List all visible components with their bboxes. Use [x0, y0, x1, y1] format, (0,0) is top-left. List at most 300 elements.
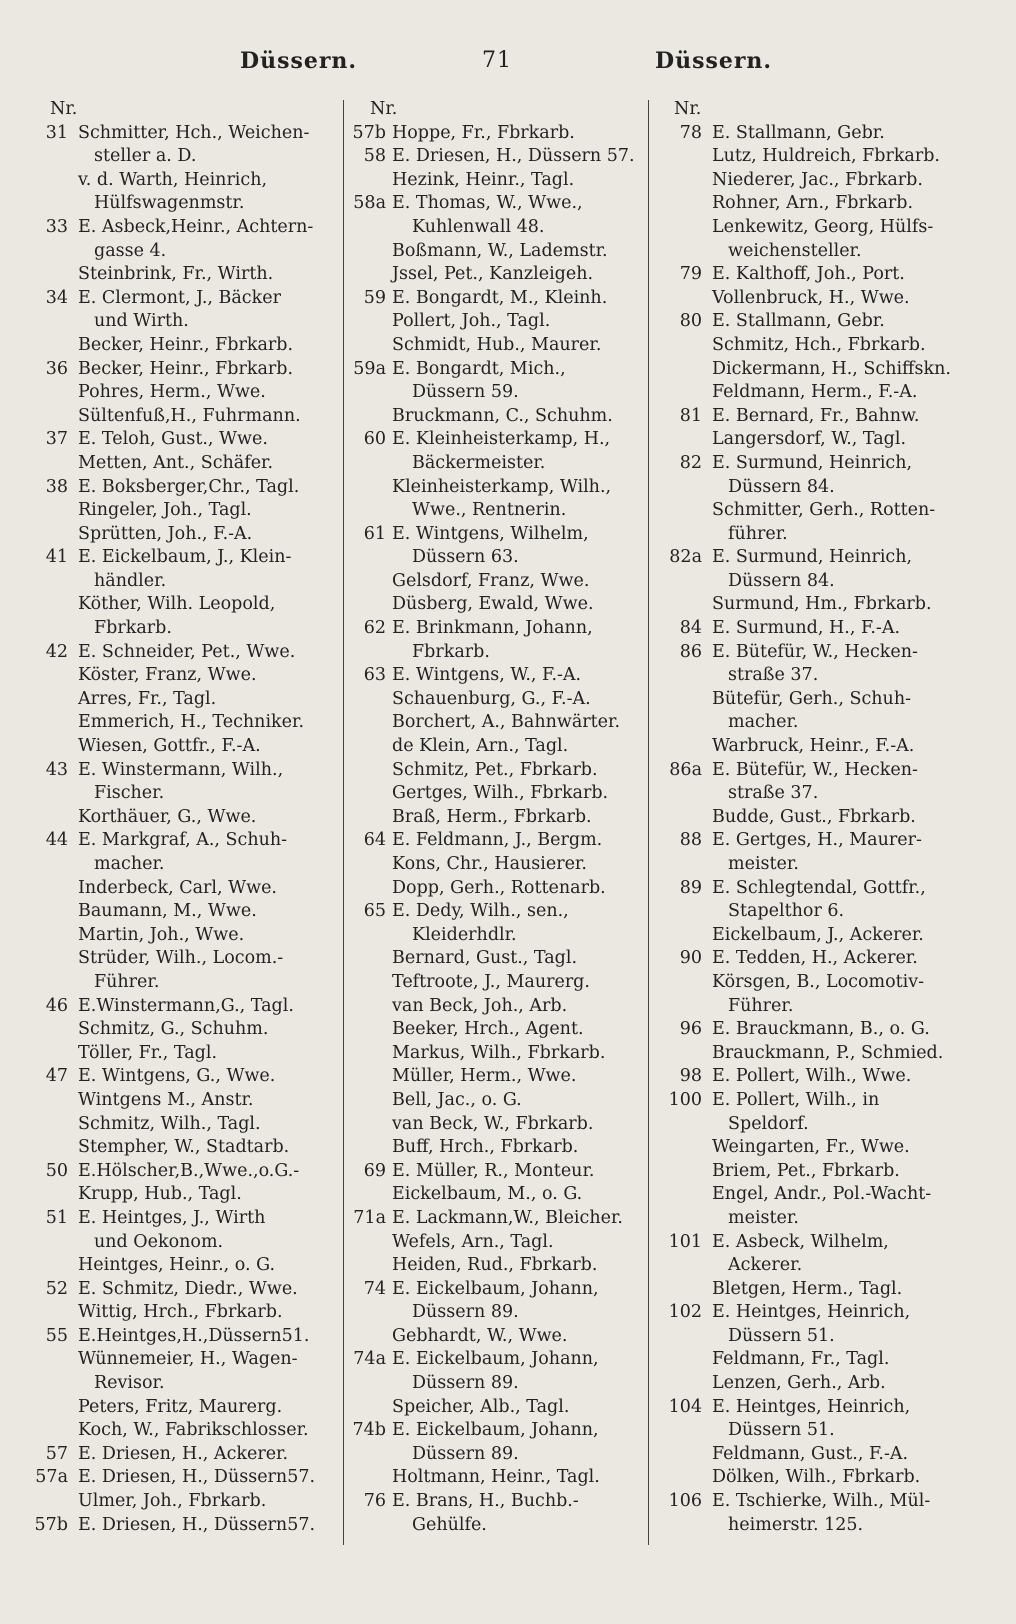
- entry-text: und Oekonom.: [94, 1231, 224, 1252]
- directory-entry: [656, 853, 956, 877]
- directory-entry: [656, 476, 956, 500]
- entry-text: E. Wintgens, W., F.-A.: [392, 665, 582, 686]
- directory-entry: [352, 1443, 652, 1467]
- directory-entry: [32, 1160, 332, 1184]
- house-number: 84: [679, 618, 702, 639]
- directory-entry: [32, 499, 332, 523]
- house-number: 80: [679, 311, 702, 332]
- directory-entry: [32, 759, 332, 783]
- house-number: 34: [45, 287, 68, 308]
- directory-entry: [352, 711, 652, 735]
- entry-text: Briem, Pet., Fbrkarb.: [712, 1160, 900, 1181]
- entry-text: Stapelthor 6.: [728, 901, 845, 922]
- directory-entry: [32, 192, 332, 216]
- entry-text: und Wirth.: [94, 311, 189, 332]
- entry-text: Schmitz, G., Schuhm.: [78, 1019, 269, 1040]
- entry-text: Düssern 63.: [412, 547, 519, 568]
- entry-text: Wiesen, Gottfr., F.-A.: [78, 736, 261, 757]
- directory-entry: [352, 476, 652, 500]
- house-number: 52: [45, 1278, 68, 1299]
- entry-text: E. Eickelbaum, J., Klein-: [78, 547, 292, 568]
- entry-text: Düssern 89.: [412, 1302, 519, 1323]
- directory-entry: [352, 782, 652, 806]
- directory-entry: [32, 971, 332, 995]
- directory-entry: [656, 1325, 956, 1349]
- entry-text: Krupp, Hub., Tagl.: [78, 1184, 242, 1205]
- entry-text: E. Asbeck,Heinr., Achtern-: [78, 216, 314, 237]
- directory-entry: [656, 711, 956, 735]
- entry-text: Köster, Franz, Wwe.: [78, 665, 257, 686]
- entry-text: Boßmann, W., Lademstr.: [392, 240, 608, 261]
- entry-text: de Klein, Arn., Tagl.: [392, 736, 569, 757]
- entry-text: Bell, Jac., o. G.: [392, 1089, 522, 1110]
- entry-text: Wittig, Hrch., Fbrkarb.: [78, 1302, 283, 1323]
- entry-text: Inderbeck, Carl, Wwe.: [78, 877, 277, 898]
- directory-entry: [352, 1254, 652, 1278]
- entry-text: E. Kleinheisterkamp, H.,: [392, 429, 611, 450]
- entry-text: Teftroote, J., Maurerg.: [392, 971, 590, 992]
- entry-text: Buff, Hrch., Fbrkarb.: [392, 1137, 579, 1158]
- entry-text: Düssern 51.: [728, 1420, 835, 1441]
- directory-entry: [352, 263, 652, 287]
- directory-entry: [32, 1396, 332, 1420]
- directory-entry: [656, 192, 956, 216]
- entry-text: Führer.: [728, 995, 794, 1016]
- entry-text: Korthäuer, G., Wwe.: [78, 806, 257, 827]
- directory-entry: [32, 381, 332, 405]
- directory-entry: [32, 782, 332, 806]
- directory-entry: [656, 1231, 956, 1255]
- directory-entry: [32, 711, 332, 735]
- entry-text: Wefels, Arn., Tagl.: [392, 1231, 554, 1252]
- directory-entry: [352, 1514, 652, 1538]
- directory-entry: [32, 806, 332, 830]
- directory-entry: [352, 1396, 652, 1420]
- house-number: 58a: [353, 193, 386, 214]
- entry-text: Lutz, Huldreich, Fbrkarb.: [712, 146, 940, 167]
- house-number: 60: [363, 429, 386, 450]
- entry-text: E. Lackmann,W., Bleicher.: [392, 1207, 623, 1228]
- entry-text: Becker, Heinr., Fbrkarb.: [78, 334, 294, 355]
- directory-entry: [352, 664, 652, 688]
- directory-entry: [352, 995, 652, 1019]
- directory-entry: [352, 1018, 652, 1042]
- directory-entry: [352, 759, 652, 783]
- entry-text: Surmund, Hm., Fbrkarb.: [712, 594, 932, 615]
- entry-text: E. Bongardt, Mich.,: [392, 358, 566, 379]
- directory-entry: [352, 570, 652, 594]
- entry-text: Jssel, Pet., Kanzleigeh.: [392, 264, 594, 285]
- house-number: 43: [45, 759, 68, 780]
- entry-text: Pohres, Herm., Wwe.: [78, 382, 266, 403]
- entry-text: Gebhardt, W., Wwe.: [392, 1325, 568, 1346]
- entry-text: E. Teloh, Gust., Wwe.: [78, 429, 268, 450]
- directory-entry: [352, 641, 652, 665]
- house-number: 104: [668, 1396, 702, 1417]
- house-number: 64: [363, 830, 386, 851]
- directory-entry: [32, 1207, 332, 1231]
- entry-text: Niederer, Jac., Fbrkarb.: [712, 169, 923, 190]
- entry-text: E. Müller, R., Monteur.: [392, 1160, 595, 1181]
- directory-entry: [32, 570, 332, 594]
- directory-entry: [656, 829, 956, 853]
- directory-entry: [352, 546, 652, 570]
- house-number: 100: [668, 1089, 702, 1110]
- directory-entry: [656, 947, 956, 971]
- entry-text: Feldmann, Fr., Tagl.: [712, 1349, 890, 1370]
- house-number: 41: [45, 547, 68, 568]
- directory-entry: [656, 1278, 956, 1302]
- entry-text: Schmitter, Gerh., Rotten-: [712, 500, 936, 521]
- directory-entry: [656, 759, 956, 783]
- running-head-right: Düssern.: [655, 48, 773, 74]
- directory-entry: [352, 853, 652, 877]
- directory-entry: [352, 1278, 652, 1302]
- entry-text: Eickelbaum, M., o. G.: [392, 1184, 583, 1205]
- directory-entry: [32, 617, 332, 641]
- directory-entry: [352, 240, 652, 264]
- directory-entry: [32, 452, 332, 476]
- directory-entry: [32, 995, 332, 1019]
- directory-entry: [352, 1231, 652, 1255]
- directory-entry: [656, 358, 956, 382]
- directory-entry: [352, 1183, 652, 1207]
- directory-entry: [32, 358, 332, 382]
- entry-text: E. Kalthoff, Joh., Port.: [712, 264, 905, 285]
- directory-entry: [656, 1089, 956, 1113]
- directory-entry: [32, 947, 332, 971]
- house-number: 33: [45, 216, 68, 237]
- directory-entry: [32, 829, 332, 853]
- entry-text: Beeker, Hrch., Agent.: [392, 1019, 584, 1040]
- entry-text: E. Wintgens, Wilhelm,: [392, 523, 589, 544]
- directory-entry: [352, 499, 652, 523]
- entry-text: Speicher, Alb., Tagl.: [392, 1396, 570, 1417]
- directory-entry: [656, 263, 956, 287]
- directory-entry: [32, 900, 332, 924]
- entry-text: Dickermann, H., Schiffskn.: [712, 358, 951, 379]
- entry-text: Markus, Wilh., Fbrkarb.: [392, 1042, 606, 1063]
- directory-entry: [352, 192, 652, 216]
- entry-text: Weingarten, Fr., Wwe.: [712, 1137, 910, 1158]
- house-number: 59a: [353, 358, 386, 379]
- entry-text: führer.: [728, 523, 788, 544]
- directory-entry: [352, 1419, 652, 1443]
- entry-text: E. Bütefür, W., Hecken-: [712, 759, 918, 780]
- entry-text: Eickelbaum, J., Ackerer.: [712, 924, 924, 945]
- house-number: 57a: [35, 1467, 68, 1488]
- entry-text: straße 37.: [728, 783, 819, 804]
- entry-text: Steinbrink, Fr., Wirth.: [78, 264, 274, 285]
- entry-text: E. Wintgens, G., Wwe.: [78, 1066, 276, 1087]
- directory-entry: [32, 1443, 332, 1467]
- directory-entry: [352, 1042, 652, 1066]
- entry-text: Müller, Herm., Wwe.: [392, 1066, 577, 1087]
- house-number: 101: [668, 1231, 702, 1252]
- entry-text: Düssern 89.: [412, 1443, 519, 1464]
- entry-text: Hezink, Heinr., Tagl.: [392, 169, 575, 190]
- entry-text: Hoppe, Fr., Fbrkarb.: [392, 122, 575, 143]
- directory-entry: [656, 287, 956, 311]
- running-head-left: Düssern.: [240, 48, 358, 74]
- entry-text: händler.: [94, 570, 167, 591]
- directory-entry: [32, 240, 332, 264]
- directory-entry: [32, 122, 332, 146]
- entry-text: Kuhlenwall 48.: [412, 216, 545, 237]
- entry-text: E. Schlegtendal, Gottfr.,: [712, 877, 926, 898]
- directory-entry: [32, 1231, 332, 1255]
- house-number: 81: [679, 405, 702, 426]
- directory-entry: [352, 1160, 652, 1184]
- entry-text: E. Heintges, Heinrich,: [712, 1396, 911, 1417]
- directory-entry: [352, 1490, 652, 1514]
- directory-entry: [656, 1348, 956, 1372]
- house-number: 44: [45, 830, 68, 851]
- entry-text: E. Surmund, Heinrich,: [712, 452, 913, 473]
- entry-text: Lenkewitz, Georg, Hülfs-: [712, 216, 934, 237]
- entry-text: Fbrkarb.: [94, 618, 172, 639]
- house-number: 38: [45, 476, 68, 497]
- entry-text: Stempher, W., Stadtarb.: [78, 1137, 290, 1158]
- entry-text: Emmerich, H., Techniker.: [78, 712, 305, 733]
- house-number: 86a: [669, 759, 702, 780]
- directory-entry: [656, 1042, 956, 1066]
- directory-entry: [352, 428, 652, 452]
- entry-text: Engel, Andr., Pol.-Wacht-: [712, 1184, 932, 1205]
- entry-text: Warbruck, Heinr., F.-A.: [712, 736, 915, 757]
- directory-entry: [32, 546, 332, 570]
- entry-text: Dölken, Wilh., Fbrkarb.: [712, 1467, 921, 1488]
- directory-entry: [32, 1514, 332, 1538]
- entry-text: Arres, Fr., Tagl.: [78, 688, 217, 709]
- directory-entry: [656, 381, 956, 405]
- entry-text: Düssern 84.: [728, 476, 835, 497]
- entry-text: E. Bütefür, W., Hecken-: [712, 641, 918, 662]
- entry-text: E. Pollert, Wilh., in: [712, 1089, 880, 1110]
- directory-entry: [352, 947, 652, 971]
- entry-text: E.Heintges,H.,Düssern51.: [78, 1325, 310, 1346]
- directory-entry: [32, 1325, 332, 1349]
- directory-entry: [656, 122, 956, 146]
- entry-text: E. Brinkmann, Johann,: [392, 618, 593, 639]
- directory-entry: [352, 145, 652, 169]
- entry-text: Sprütten, Joh., F.-A.: [78, 523, 253, 544]
- entry-text: Langersdorf, W., Tagl.: [712, 429, 907, 450]
- directory-entry: [656, 806, 956, 830]
- directory-entry: [32, 1065, 332, 1089]
- house-number: 57b: [34, 1514, 68, 1535]
- entry-text: Borchert, A., Bahnwärter.: [392, 712, 621, 733]
- directory-entry: [656, 240, 956, 264]
- directory-entry: [32, 287, 332, 311]
- entry-text: Schmitz, Hch., Fbrkarb.: [712, 334, 926, 355]
- directory-entry: [352, 310, 652, 334]
- directory-entry: [352, 1301, 652, 1325]
- house-number: 61: [363, 523, 386, 544]
- house-number: 89: [679, 877, 702, 898]
- directory-entry: [32, 1113, 332, 1137]
- entry-text: Budde, Gust., Fbrkarb.: [712, 806, 916, 827]
- house-number: 106: [668, 1491, 702, 1512]
- directory-entry: [656, 1065, 956, 1089]
- entry-text: E. Eickelbaum, Johann,: [392, 1349, 599, 1370]
- directory-entry: [656, 1301, 956, 1325]
- directory-entry: [352, 735, 652, 759]
- directory-entry: [352, 405, 652, 429]
- entry-text: E. Stallmann, Gebr.: [712, 122, 885, 143]
- entry-text: E. Driesen, H., Düssern 57.: [392, 146, 635, 167]
- directory-entry: [352, 1113, 652, 1137]
- house-number: 82: [679, 452, 702, 473]
- house-number: 58: [363, 146, 386, 167]
- directory-entry: [656, 1113, 956, 1137]
- directory-entry: [656, 1419, 956, 1443]
- directory-entry: [32, 405, 332, 429]
- directory-entry: [656, 900, 956, 924]
- directory-entry: [656, 334, 956, 358]
- directory-entry: [32, 523, 332, 547]
- directory-entry: [352, 1466, 652, 1490]
- directory-entry: [656, 428, 956, 452]
- directory-entry: [656, 499, 956, 523]
- directory-entry: [656, 1207, 956, 1231]
- entry-text: Schmitz, Wilh., Tagl.: [78, 1113, 261, 1134]
- house-number: 102: [668, 1302, 702, 1323]
- house-number: 69: [363, 1160, 386, 1181]
- entry-text: Baumann, M., Wwe.: [78, 901, 257, 922]
- directory-entry: [32, 1419, 332, 1443]
- directory-entry: [32, 853, 332, 877]
- entry-text: Bütefür, Gerh., Schuh-: [712, 688, 912, 709]
- house-number: 36: [45, 358, 68, 379]
- directory-entry: [352, 1372, 652, 1396]
- house-number: 82a: [669, 547, 702, 568]
- entry-text: E. Schneider, Pet., Wwe.: [78, 641, 296, 662]
- entry-text: Wwe., Rentnerin.: [412, 500, 567, 521]
- entry-text: E. Tschierke, Wilh., Mül-: [712, 1491, 931, 1512]
- directory-entry: [656, 546, 956, 570]
- entry-text: Strüder, Wilh., Locom.-: [78, 948, 284, 969]
- directory-entry: [656, 782, 956, 806]
- house-number: 78: [679, 122, 702, 143]
- entry-text: Lenzen, Gerh., Arb.: [712, 1373, 886, 1394]
- entry-text: straße 37.: [728, 665, 819, 686]
- house-number: 74: [363, 1278, 386, 1299]
- entry-text: Holtmann, Heinr., Tagl.: [392, 1467, 600, 1488]
- directory-entry: [656, 1183, 956, 1207]
- entry-text: Peters, Fritz, Maurerg.: [78, 1396, 283, 1417]
- entry-text: steller a. D.: [94, 146, 197, 167]
- entry-text: Führer.: [94, 971, 160, 992]
- entry-text: Martin, Joh., Wwe.: [78, 924, 245, 945]
- directory-entry: [32, 735, 332, 759]
- entry-text: E. Pollert, Wilh., Wwe.: [712, 1066, 912, 1087]
- page-number: 71: [482, 48, 512, 73]
- directory-entry: [32, 145, 332, 169]
- directory-entry: [32, 1254, 332, 1278]
- entry-text: van Beck, Joh., Arb.: [392, 995, 568, 1016]
- entry-text: Töller, Fr., Tagl.: [78, 1042, 218, 1063]
- directory-entry: [656, 1136, 956, 1160]
- house-number: 74b: [352, 1420, 386, 1441]
- house-number: 57: [45, 1443, 68, 1464]
- entry-text: Düssern 51.: [728, 1325, 835, 1346]
- house-number: 47: [45, 1066, 68, 1087]
- entry-text: Gelsdorf, Franz, Wwe.: [392, 570, 590, 591]
- entry-text: Düsberg, Ewald, Wwe.: [392, 594, 594, 615]
- directory-entry: [352, 924, 652, 948]
- entry-text: E. Surmund, H., F.-A.: [712, 618, 901, 639]
- directory-entry: [656, 452, 956, 476]
- directory-entry: [352, 1065, 652, 1089]
- directory-entry: [32, 1372, 332, 1396]
- house-number: 57b: [352, 122, 386, 143]
- directory-entry: [32, 924, 332, 948]
- entry-text: Schmidt, Hub., Maurer.: [392, 334, 602, 355]
- house-number: 86: [679, 641, 702, 662]
- entry-text: Hülfswagenmstr.: [94, 193, 245, 214]
- entry-text: E. Surmund, Heinrich,: [712, 547, 913, 568]
- column-divider: [343, 100, 344, 1545]
- entry-text: Wünnemeier, H., Wagen-: [78, 1349, 298, 1370]
- entry-text: Dopp, Gerh., Rottenarb.: [392, 877, 606, 898]
- entry-text: Kleinheisterkamp, Wilh.,: [392, 476, 612, 497]
- directory-entry: [352, 877, 652, 901]
- directory-entry: [656, 523, 956, 547]
- house-number: 37: [45, 429, 68, 450]
- entry-text: E. Gertges, H., Maurer-: [712, 830, 922, 851]
- directory-entry: [32, 310, 332, 334]
- house-number: 74a: [353, 1349, 386, 1370]
- house-number: 51: [45, 1207, 68, 1228]
- house-number: 71a: [353, 1207, 386, 1228]
- entry-text: Düssern 59.: [412, 382, 519, 403]
- entry-text: Feldmann, Gust., F.-A.: [712, 1443, 909, 1464]
- entry-text: gasse 4.: [94, 240, 167, 261]
- directory-entry: [32, 1136, 332, 1160]
- entry-text: Schauenburg, G., F.-A.: [392, 688, 591, 709]
- entry-text: E. Schmitz, Diedr., Wwe.: [78, 1278, 298, 1299]
- directory-entry: [352, 381, 652, 405]
- entry-text: Ulmer, Joh., Fbrkarb.: [78, 1491, 267, 1512]
- directory-entry: [352, 287, 652, 311]
- directory-entry: [352, 806, 652, 830]
- directory-entry: [656, 617, 956, 641]
- entry-text: Rohner, Arn., Fbrkarb.: [712, 193, 914, 214]
- directory-entry: [656, 216, 956, 240]
- house-number: 96: [679, 1019, 702, 1040]
- entry-text: macher.: [94, 854, 165, 874]
- entry-text: Düssern 84.: [728, 570, 835, 591]
- directory-entry: [32, 263, 332, 287]
- entry-text: Gertges, Wilh., Fbrkarb.: [392, 783, 609, 804]
- entry-text: E. Heintges, J., Wirth: [78, 1207, 266, 1228]
- directory-entry: [352, 593, 652, 617]
- entry-text: E. Clermont, J., Bäcker: [78, 287, 281, 308]
- entry-text: E. Eickelbaum, Johann,: [392, 1420, 599, 1441]
- column-heading: Nr.: [674, 99, 702, 119]
- entry-text: E. Stallmann, Gebr.: [712, 311, 885, 332]
- entry-text: Speldorf.: [728, 1113, 809, 1134]
- directory-entry: [656, 735, 956, 759]
- directory-entry: [656, 1443, 956, 1467]
- entry-text: Bäckermeister.: [412, 452, 546, 473]
- directory-entry: [352, 688, 652, 712]
- directory-entry: [32, 593, 332, 617]
- directory-entry: [352, 1207, 652, 1231]
- column-1: [32, 98, 332, 1537]
- directory-entry: [32, 688, 332, 712]
